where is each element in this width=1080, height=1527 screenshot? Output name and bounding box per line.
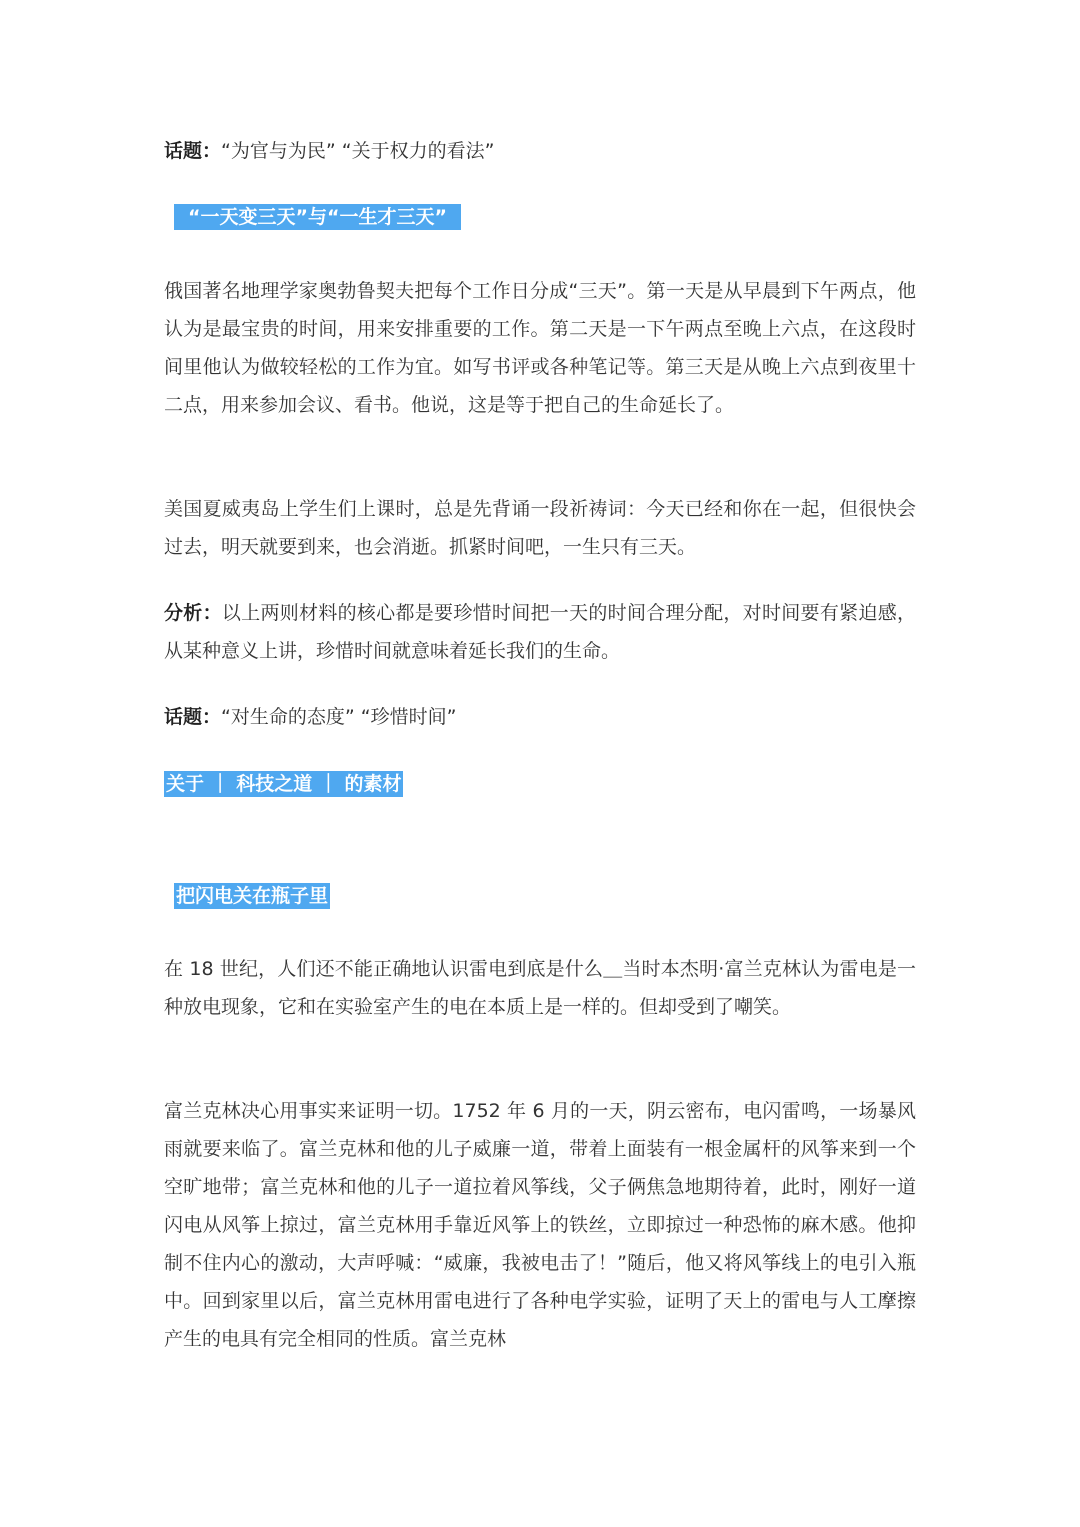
section-tag-technology: 关于 ｜ 科技之道 ｜ 的素材 xyxy=(166,773,402,795)
paragraph-franklin-intro: 在 18 世纪，人们还不能正确地认识雷电到底是什么＿当时本杰明·富兰克林认为雷电是一种放电现象，它和在实验室产生的电在本质上是一样的。但却受到了嘲笑。 xyxy=(164,958,916,1018)
topic-text: “对生命的态度” “珍惜时间” xyxy=(221,706,457,728)
paragraph-obruchev: 俄国著名地理学家奥勃鲁契夫把每个工作日分成“三天”。第一天是从早晨到下午两点，他认为是最宝贵的时间，用来安排重要的工作。第二天是一下午两点至晚上六点，在这段时间里他认为做较轻松的工作为宜。如写书评或各种笔记等。第三天是从晚上六点到夜里十二点，用来参加会议、看书。他说，这是等于把自己的生命延长了。 xyxy=(164,280,916,416)
topic-text: “为官与为民” “关于权力的看法” xyxy=(221,140,495,162)
paragraph-hawaii: 美国夏威夷岛上学生们上课时，总是先背诵一段祈祷词：今天已经和你在一起，但很快会过去，明天就要到来，也会消逝。抓紧时间吧，一生只有三天。 xyxy=(164,498,916,558)
section-heading-lightning: 把闪电关在瓶子里 xyxy=(176,885,329,907)
analysis-text: 以上两则材料的核心都是要珍惜时间把一天的时间合理分配，对时间要有紧迫感，从某种意义上讲，珍惜时间就意味着延长我们的生命。 xyxy=(164,602,916,662)
topic-label: 话题： xyxy=(164,140,222,162)
section-heading-three-days: “一天变三天”与“一生才三天” xyxy=(174,204,461,230)
topic-line-1 xyxy=(164,136,494,166)
analysis-paragraph xyxy=(164,594,916,670)
topic-line-2 xyxy=(164,702,456,732)
topic-label: 话题： xyxy=(164,706,222,728)
paragraph-franklin-experiment: 富兰克林决心用事实来证明一切。1752 年 6 月的一天，阴云密布，电闪雷鸣，一场暴风雨就要来临了。富兰克林和他的儿子威廉一道，带着上面装有一根金属杆的风筝来到一个空旷地带；富兰克林和他的儿子一道拉着风筝线，父子俩焦急地期待着，此时，刚好一道闪电从风筝上掠过，富兰克林用手靠近风筝上的铁丝，立即掠过一种恐怖的麻木感。他抑制不住内心的激动，大声呼喊：“威廉，我被电击了！”随后，他又将风筝线上的电引入瓶中。回到家里以后，富兰克林用雷电进行了各种电学实验，证明了天上的雷电与人工摩擦产生的电具有完全相同的性质。富兰克林 xyxy=(164,1100,916,1350)
analysis-label: 分析： xyxy=(164,602,222,624)
